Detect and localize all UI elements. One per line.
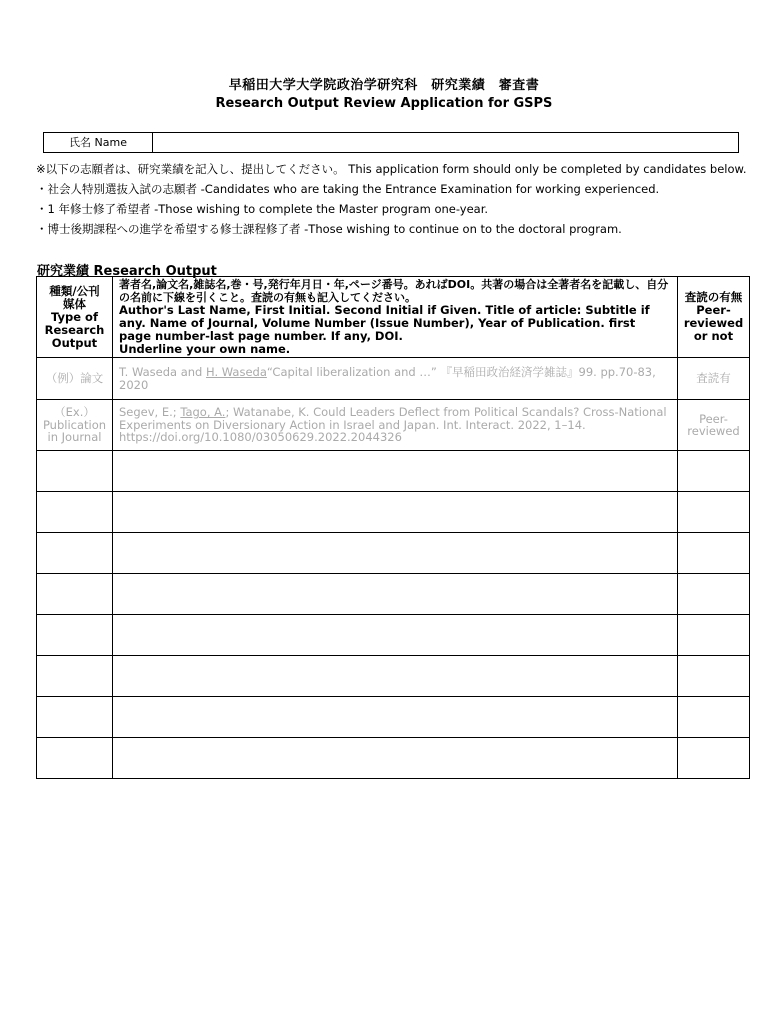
- entry-peer-cell[interactable]: [678, 574, 750, 615]
- entry-citation-cell[interactable]: [113, 451, 678, 492]
- entry-row: [37, 697, 750, 738]
- entry-row: [37, 492, 750, 533]
- entry-citation-cell[interactable]: [113, 574, 678, 615]
- entry-row: [37, 656, 750, 697]
- name-label: 氏名 Name: [44, 133, 153, 152]
- entry-peer-cell[interactable]: [678, 697, 750, 738]
- entry-peer-cell[interactable]: [678, 656, 750, 697]
- example-type-cell: （例）論文: [37, 358, 113, 400]
- entry-citation-cell[interactable]: [113, 492, 678, 533]
- citation-header-underline-note: Underline your own name.: [119, 342, 291, 356]
- entry-row: [37, 451, 750, 492]
- type-header-jp-1: 種類/公刊: [49, 283, 100, 298]
- research-output-heading: 研究業績 Research Output: [37, 264, 217, 279]
- note-line: ※以下の志願者は、研究業績を記入し、提出してください。 This application form should only be completed by candidates below.: [36, 162, 747, 176]
- entry-row: [37, 738, 750, 779]
- entry-type-cell[interactable]: [37, 615, 113, 656]
- peer-header-jp: 査読の有無: [684, 290, 743, 304]
- example-underlined-author: H. Waseda: [206, 365, 267, 379]
- entry-peer-cell[interactable]: [678, 492, 750, 533]
- citation-header-jp: 著者名,論文名,雑誌名,巻・号,発行年月日・年,ページ番号。あればDOI。共著の場合は全著者名を記載し、自分の名前に下線を引くこと。査読の有無も記入してください。: [119, 278, 669, 304]
- entry-peer-cell[interactable]: [678, 738, 750, 779]
- form-title-english: Research Output Review Application for GSPS: [215, 96, 553, 111]
- example-peer-cell: 査読有: [678, 358, 750, 400]
- research-output-table: [36, 276, 750, 779]
- citation-header-en: Author's Last Name, First Initial. Second Initial if Given. Title of article: Subtitle if any. Name of Journal, Volume Number (Issue Number), Year of Publication. first page number-last page number. If any, DOI.: [119, 303, 650, 343]
- form-title-japanese: 早稲田大学大学院政治学研究科 研究業績 審査書: [228, 78, 540, 93]
- entry-peer-cell[interactable]: [678, 615, 750, 656]
- note-line: ・社会人特別選抜入試の志願者 -Candidates who are taking the Entrance Examination for working experienced.: [36, 182, 660, 196]
- eligibility-notes: [36, 159, 747, 239]
- entry-row: [37, 574, 750, 615]
- example-row: [37, 400, 750, 451]
- example-type-cell: （Ex.）Publication in Journal: [37, 400, 113, 451]
- entry-type-cell[interactable]: [37, 656, 113, 697]
- entry-type-cell[interactable]: [37, 533, 113, 574]
- name-input[interactable]: [153, 133, 738, 152]
- example-citation-cell: [113, 400, 678, 451]
- type-column-header: [37, 277, 113, 358]
- entry-peer-cell[interactable]: [678, 533, 750, 574]
- entry-row: [37, 533, 750, 574]
- example-citation-text: “Capital liberalization and …” 『早稲田政治経済学雑誌』99. pp.70-83, 2020: [119, 365, 656, 392]
- entry-citation-cell[interactable]: [113, 697, 678, 738]
- entry-citation-cell[interactable]: [113, 656, 678, 697]
- peer-header-en: Peer-reviewed or not: [683, 303, 744, 343]
- entry-citation-cell[interactable]: [113, 615, 678, 656]
- entry-citation-cell[interactable]: [113, 533, 678, 574]
- entry-type-cell[interactable]: [37, 451, 113, 492]
- table-header-row: [37, 277, 750, 358]
- entry-type-cell[interactable]: [37, 738, 113, 779]
- example-citation-text: ; Watanabe, K. Could Leaders Deflect from Political Scandals? Cross-National Experiments on Diversionary Action in Israel and Japan. Int. Interact. 2022, 1–14. https://doi.org/10.1080/03050629.2022.2044326: [119, 405, 667, 445]
- example-citation-text: Segev, E.;: [119, 405, 181, 420]
- example-citation-text: T. Waseda and: [119, 365, 207, 379]
- entry-peer-cell[interactable]: [678, 451, 750, 492]
- type-header-en: Type of Research Output: [44, 309, 105, 350]
- entry-type-cell[interactable]: [37, 697, 113, 738]
- peer-review-column-header: [678, 277, 750, 358]
- note-line: ・1 年修士修了希望者 -Those wishing to complete the Master program one-year.: [36, 202, 489, 216]
- note-line: ・博士後期課程への進学を希望する修士課程修了者 -Those wishing to continue on to the doctoral program.: [36, 222, 622, 236]
- name-field-row: [43, 132, 739, 153]
- entry-type-cell[interactable]: [37, 492, 113, 533]
- entry-citation-cell[interactable]: [113, 738, 678, 779]
- entry-type-cell[interactable]: [37, 574, 113, 615]
- example-citation-cell: [113, 358, 678, 400]
- example-row: [37, 358, 750, 400]
- example-underlined-author: Tago, A.: [180, 405, 226, 420]
- entry-row: [37, 615, 750, 656]
- example-peer-cell: Peer-reviewed: [678, 400, 750, 451]
- citation-column-header: [113, 277, 678, 358]
- type-header-jp-2: 媒体: [63, 296, 86, 311]
